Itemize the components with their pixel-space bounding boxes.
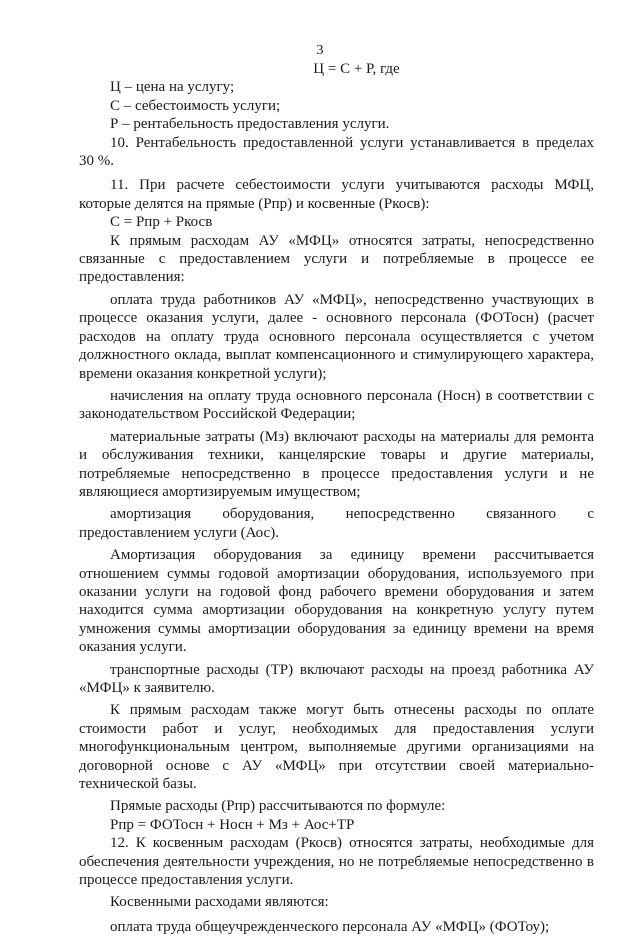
depreciation-calculation: Амортизация оборудования за единицу времени рассчитывается отношением суммы годовой амортизации оборудования, используемого при оказании услуги на годовой фонд рабочего времени оборудования и затем находится сумма амортизации оборудования на конкретную услугу путем умножения суммы амортизации оборудования за единицу времени на время оказания услуги. bbox=[79, 547, 594, 656]
definition-profitability: Р – рентабельность предоставления услуги. bbox=[110, 116, 390, 133]
indirect-costs-intro: Косвенными расходами являются: bbox=[110, 894, 329, 911]
price-formula: Ц = С + Р, где bbox=[313, 61, 400, 77]
direct-cost-item-outsourced: К прямым расходам также могут быть отнесены расходы по оплате стоимости работ и услуг, необходимых для предоставления услуги многофункциональным центром, выполняемые другими организациями на договорной основе с АУ «МФЦ» при отсутствии своей материально-технической базы. bbox=[79, 702, 594, 793]
page-number: 3 bbox=[316, 43, 324, 58]
direct-costs-formula: Рпр = ФОТосн + Носн + Мз + Аос+ТР bbox=[110, 816, 355, 833]
clause-11: 11. При расчете себестоимости услуги учитываются расходы МФЦ, которые делятся на прямые (Рпр) и косвенные (Ркосв): bbox=[79, 177, 594, 212]
clause-10: 10. Рентабельность предоставленной услуги устанавливается в пределах 30 %. bbox=[79, 134, 594, 170]
cost-formula: С = Рпр + Ркосв bbox=[110, 214, 213, 231]
direct-costs-formula-intro: Прямые расходы (Рпр) рассчитываются по формуле: bbox=[110, 798, 446, 815]
direct-cost-item-salary: оплата труда работников АУ «МФЦ», непосредственно участвующих в процессе оказания услуги, далее - основного персонала (ФОТосн) (расчет расходов на оплату труда основного персонала осуществляется с учетом должностного оклада, выплат компенсационного и стимулирующего характера, времени оказания конкретной услуги); bbox=[79, 291, 594, 382]
direct-cost-item-depreciation: амортизация оборудования, непосредственно связанного с предоставлением услуги (Аос). bbox=[79, 506, 594, 541]
direct-cost-item-accruals: начисления на оплату труда основного персонала (Носн) в соответствии с законодательством Российской Федерации; bbox=[79, 387, 594, 423]
indirect-cost-item-salary: оплата труда общеучрежденческого персонала АУ «МФЦ» (ФОТоу); bbox=[110, 918, 550, 935]
document-body bbox=[79, 60, 594, 936]
direct-costs-intro: К прямым расходам АУ «МФЦ» относятся затраты, непосредственно связанные с предоставлением услуги и потребляемые в процессе ее предоставления: bbox=[79, 232, 594, 286]
direct-cost-item-materials: материальные затраты (Мз) включают расходы на материалы для ремонта и обслуживания техники, канцелярские товары и другие материалы, потребляемые непосредственно в процессе предоставления услуги и не являющиеся амортизируемым имуществом; bbox=[79, 428, 594, 500]
definition-price: Ц – цена на услугу; bbox=[110, 79, 235, 96]
clause-12: 12. К косвенным расходам (Ркосв) относятся затраты, необходимые для обеспечения деятельности учреждения, но не потребляемые непосредственно в процессе предоставления услуги. bbox=[79, 835, 594, 889]
definition-cost: С – себестоимость услуги; bbox=[110, 97, 281, 114]
direct-cost-item-transport: транспортные расходы (ТР) включают расходы на проезд работника АУ «МФЦ» к заявителю. bbox=[79, 661, 594, 696]
